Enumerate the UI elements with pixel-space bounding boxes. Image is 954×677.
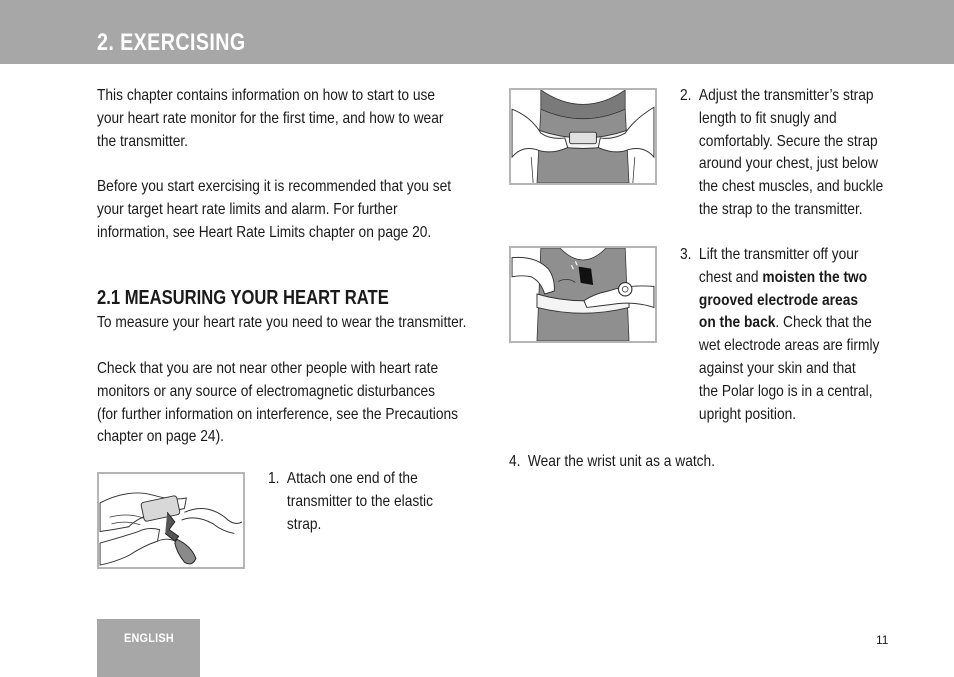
text-line: Attach one end of the [286,470,418,487]
text-emphasis: moisten the two [762,268,868,286]
illustration-attach-strap [97,472,245,569]
text-emphasis: grooved electrode areas [698,291,858,309]
step-text [528,451,715,474]
text-line: (for further information on interference, see the Precautions [97,405,459,423]
text-line: strap. [286,515,322,533]
text-line: your target heart rate limits and alarm. For further [97,200,398,218]
text-line: Check that you are not near other people with heart rate [97,360,439,377]
text-line: Adjust the transmitter’s strap [698,87,874,104]
torso-watch-drawing [511,248,655,341]
chapter-title: 2. EXERCISING [97,29,246,56]
torso-strap-drawing [511,90,655,183]
text-line: transmitter to the elastic [286,492,433,510]
step-4 [509,451,715,474]
text-line: Wear the wrist unit as a watch. [527,453,716,470]
language-tab [97,619,200,677]
section-paragraph-2 [97,358,458,449]
text-line: upright position. [698,405,797,423]
page-number: 11 [876,633,889,647]
text-line [699,267,879,290]
text-line: This chapter contains information on how to start to use [97,87,436,104]
text-plain: chest and [698,268,763,286]
step-3 [680,244,879,426]
text-emphasis: on the back [698,314,776,332]
text-line: To measure your heart rate you need to wear the transmitter. [97,314,467,331]
language-label: ENGLISH [124,631,174,645]
text-line: around your chest, just below [698,155,878,173]
illustration-moisten-electrodes [509,246,657,343]
text-line: monitors or any source of electromagnetic disturbances [97,382,436,400]
text-line: the transmitter. [97,132,189,150]
step-text [699,244,879,426]
text-line: the chest muscles, and buckle [698,178,884,196]
hands-strap-drawing [99,474,243,567]
text-line: information, see Heart Rate Limits chapter on page 20. [97,223,432,241]
step-text [699,85,883,222]
step-number: 3. [680,246,692,263]
text-line [699,312,879,335]
step-number: 2. [680,87,692,104]
text-line: chapter on page 24). [97,428,224,446]
text-line: length to fit snugly and [698,109,837,127]
step-text [287,468,433,536]
illustration-adjust-strap [509,88,657,185]
step-2 [680,85,883,222]
section-paragraph-1 [97,312,466,335]
text-line: against your skin and that [698,359,856,377]
text-plain: . Check that the [775,314,872,332]
intro-paragraph-2 [97,176,451,244]
text-line: the Polar logo is in a central, [698,382,873,400]
step-number: 4. [509,453,521,470]
text-line: comfortably. Secure the strap [698,132,878,150]
text-line: the strap to the transmitter. [698,200,863,218]
intro-paragraph-1 [97,85,443,153]
step-1 [268,468,433,536]
step-number: 1. [268,470,280,487]
text-line: Lift the transmitter off your [698,246,859,263]
text-line: Before you start exercising it is recommended that you set [97,178,452,195]
section-title: 2.1 MEASURING YOUR HEART RATE [97,287,389,309]
text-line: wet electrode areas are firmly [698,337,880,355]
text-line: your heart rate monitor for the first time, and how to wear [97,109,444,127]
